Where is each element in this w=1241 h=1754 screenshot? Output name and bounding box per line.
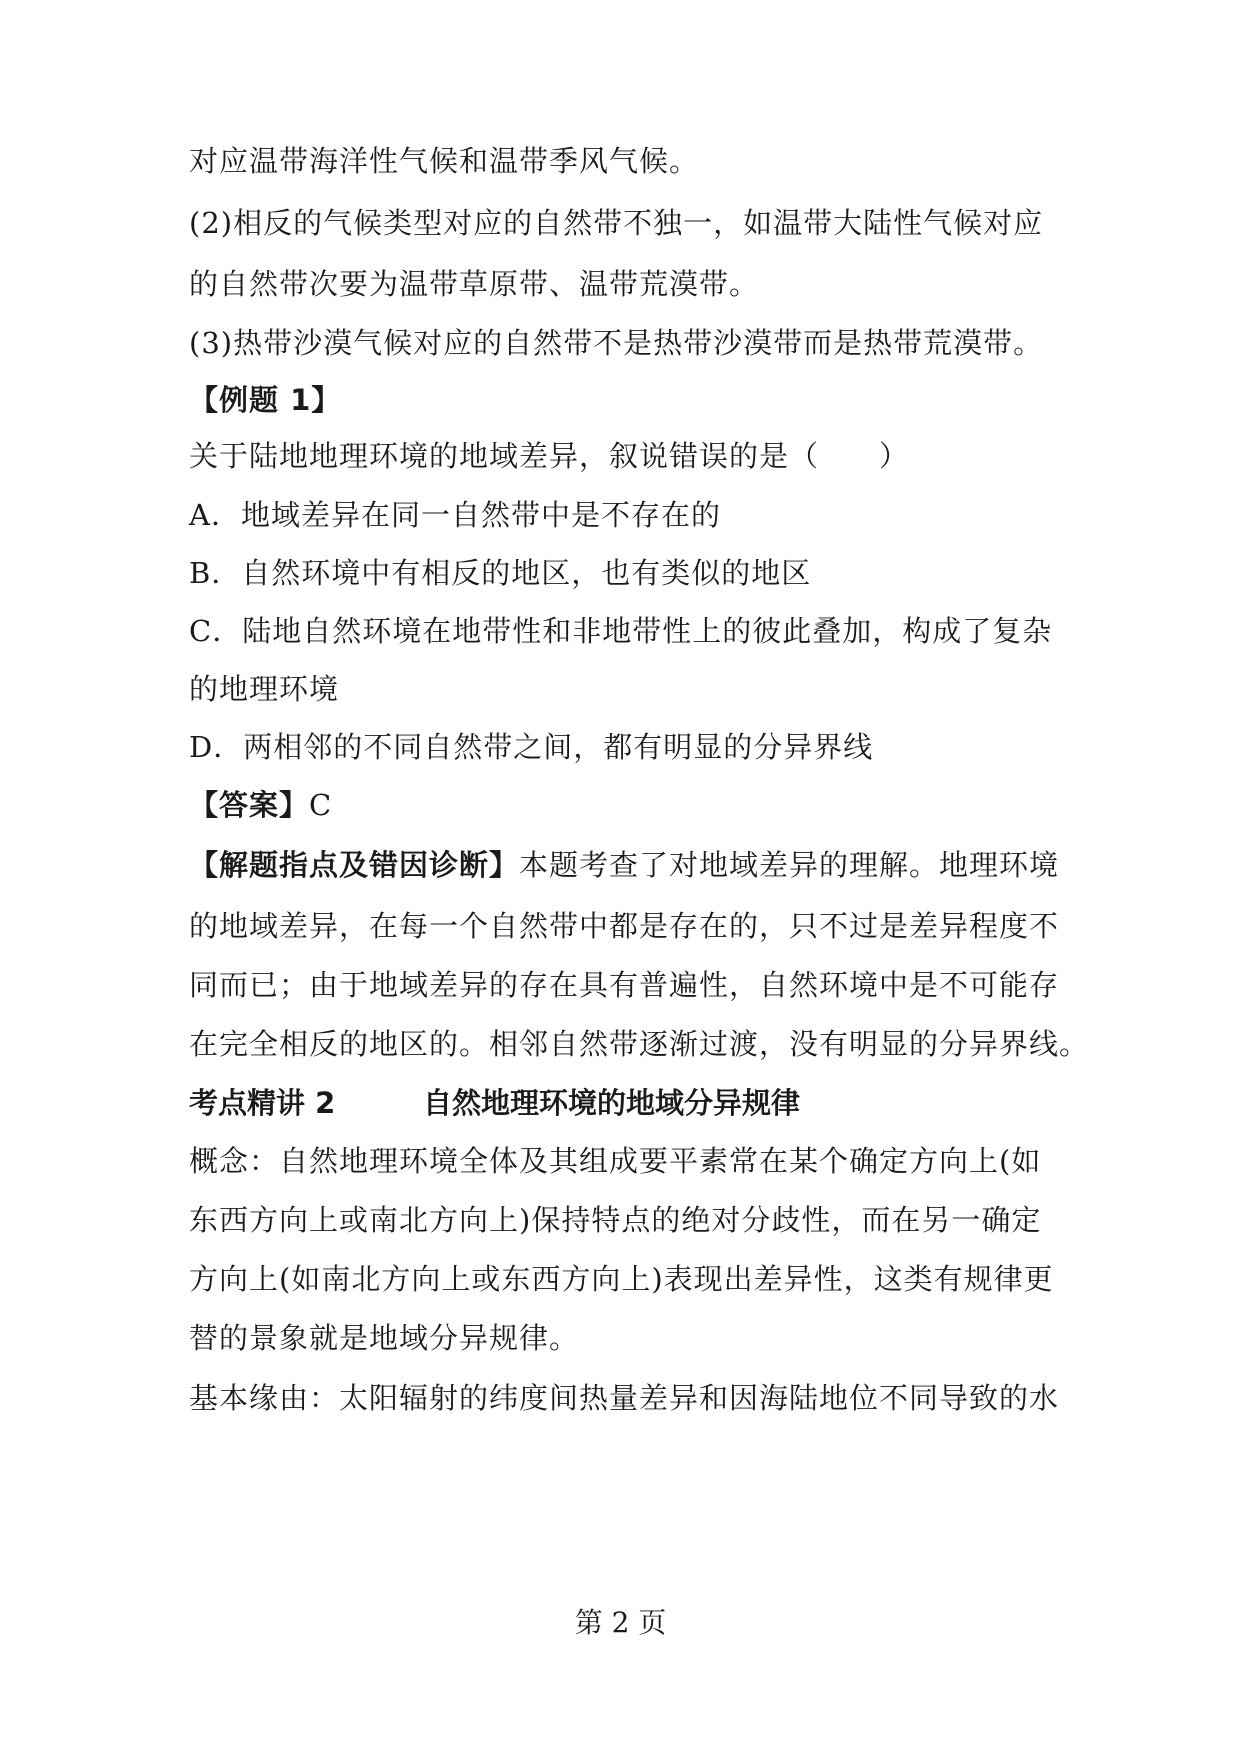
analysis-line: 在完全相反的地区的。相邻自然带逐渐过渡，没有明显的分异界线。 [189,1027,1090,1061]
section-number: 考点精讲 2 [189,1086,336,1120]
paragraph-line: 对应温带海洋性气候和温带季风气候。 [189,144,700,178]
answer-value: C [309,788,333,822]
analysis-label: 【解题指点及错因诊断】 [189,848,520,882]
analysis-text: 本题考查了对地域差异的理解。地理环境 [519,848,1060,882]
option-c-line2: 的地理环境 [189,672,340,706]
concept-line: 方向上(如南北方向上或东西方向上)表现出差异性，这类有规律更 [189,1262,1054,1296]
option-c-line1: C．陆地自然环境在地带性和非地带性上的彼此叠加，构成了复杂 [189,614,1053,648]
paragraph-line: (3)热带沙漠气候对应的自然带不是热带沙漠带而是热带荒漠带。 [189,326,1044,360]
option-a: A．地域差异在同一自然带中是不存在的 [189,498,721,532]
answer-line [189,785,1089,825]
section-heading [189,1083,1089,1123]
answer-label: 【答案】 [189,788,310,822]
concept-line: 概念：自然地理环境全体及其组成要平素常在某个确定方向上(如 [189,1144,1042,1178]
paragraph-line: (2)相反的气候类型对应的自然带不独一，如温带大陆性气候对应 [189,206,1044,240]
analysis-line: 的地域差异，在每一个自然带中都是存在的，只不过是差异程度不 [189,909,1060,943]
analysis-line [189,845,1089,885]
reason-line: 基本缘由：太阳辐射的纬度间热量差异和因海陆地位不同导致的水 [189,1381,1060,1415]
section-title: 自然地理环境的地域分异规律 [423,1086,801,1120]
example-heading: 【例题 1】 [189,383,342,417]
analysis-line: 同而已；由于地域差异的存在具有普遍性，自然环境中是不可能存 [189,968,1060,1002]
page-number: 第 2 页 [574,1606,667,1639]
option-d: D．两相邻的不同自然带之间，都有明显的分异界线 [189,730,874,764]
paragraph-line: 的自然带次要为温带草原带、温带荒漠带。 [189,267,760,301]
example-question: 关于陆地地理环境的地域差异，叙说错误的是（ ） [189,439,910,473]
concept-line: 替的景象就是地域分异规律。 [189,1321,580,1355]
concept-line: 东西方向上或南北方向上)保持特点的绝对分歧性，而在另一确定 [189,1203,1042,1237]
option-b: B．自然环境中有相反的地区，也有类似的地区 [189,556,812,590]
